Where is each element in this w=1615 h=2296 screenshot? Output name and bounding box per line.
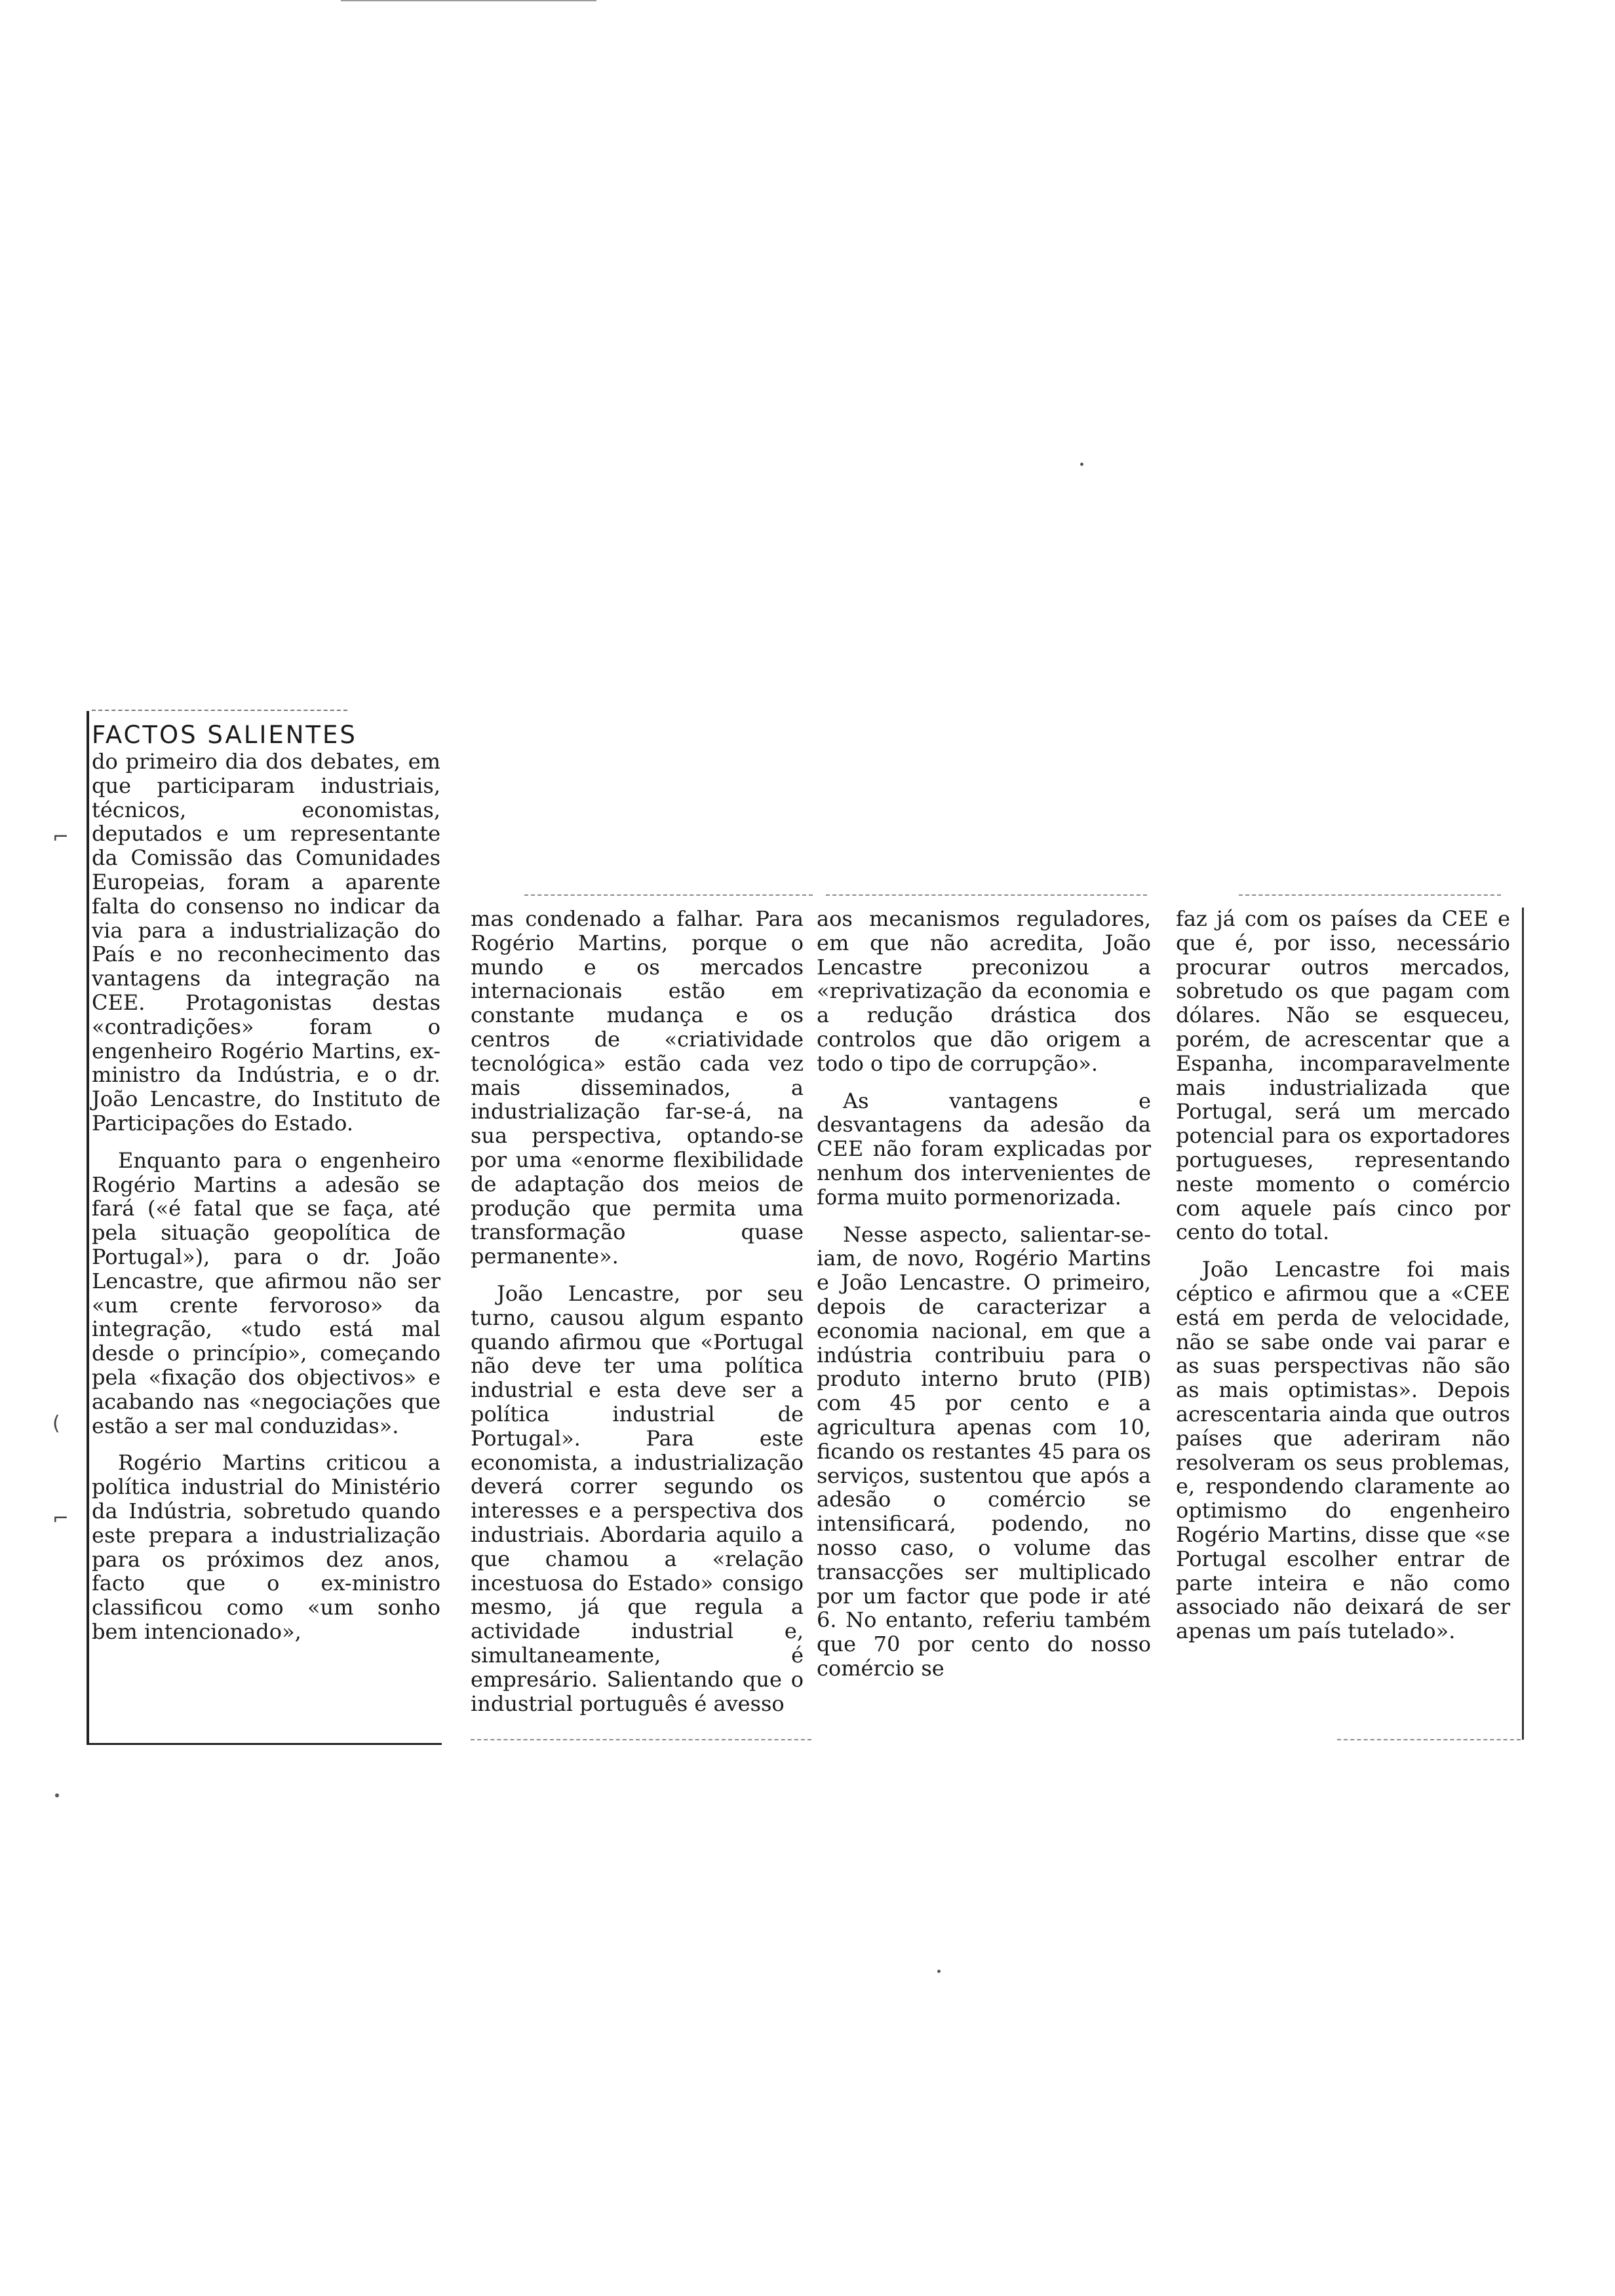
article-column-2 bbox=[471, 907, 804, 1729]
sidebar-heading: FACTOS SALIENTES bbox=[92, 721, 357, 749]
margin-mark: ⌐ bbox=[52, 826, 69, 849]
scan-speck bbox=[55, 1793, 59, 1797]
sidebar-paragraph: do primeiro dia dos debates, em que participaram industriais, técnicos, economistas, deputados e um representante da Comissão das Comunidades Europeias, foram a aparente falta do consenso no indicar da via para a industrialização do País e no reconhecimento das vantagens da integração na CEE. Protagonistas destas «contradições» foram o engenheiro Rogério Martins, ex-ministro da Indústria, e o dr. João Lencastre, do Instituto de Participações do Estado. bbox=[92, 749, 440, 1136]
scan-edge-line bbox=[341, 0, 596, 3]
article-paragraph: João Lencastre, por seu turno, causou algum espanto quando afirmou que «Portugal não deve ter uma política industrial e esta deve ser a política industrial de Portugal». Para este economista, a industrialização deverá correr segundo os interesses e a perspectiva dos industriais. Abordaria aquilo a que chamou a «relação incestuosa do Estado» consigo mesmo, já que regula a actividade industrial e, simultaneamente, é empresário. Salientando que o industrial português é avesso bbox=[471, 1280, 804, 1716]
margin-mark: ⌐ bbox=[52, 1507, 69, 1530]
column-top-rule bbox=[826, 894, 1147, 897]
article-paragraph: faz já com os países da CEE e que é, por isso, necessário procurar outros mercados, sobretudo os que pagam com dólares. Não se esqueceu, porém, de acrescentar que a Espanha, incomparavelmente mais industrializada que Portugal, será um mercado potencial para os exportadores portugueses, representando neste momento o comércio com aquele país cinco por cento do total. bbox=[1176, 906, 1510, 1245]
article-paragraph: aos mecanismos reguladores, em que não acredita, João Lencastre preconizou a «reprivatização da economia e a redução drástica dos controlos que dão origem a todo o tipo de corrupção». bbox=[817, 906, 1151, 1076]
margin-mark: ( bbox=[52, 1412, 60, 1435]
article-paragraph: João Lencastre foi mais céptico e afirmou que a «CEE está em perda de velocidade, não se sabe onde vai parar e as suas perspectivas não são as mais optimistas». Depois acrescentaria ainda que outros países que aderiram não resolveram os seus problemas, e, respondendo claramente ao optimismo do engenheiro Rogério Martins, disse que «se Portugal escolher entrar de parte inteira e não como associado não deixará de ser apenas um país tutelado». bbox=[1176, 1257, 1510, 1644]
article-column-4 bbox=[1176, 907, 1510, 1656]
article-paragraph: Nesse aspecto, salientar-se-iam, de novo, Rogério Martins e João Lencastre. O primeiro, depois de caracterizar a economia nacional, em que a indústria contribuiu para o produto interno bruto (PIB) com 45 por cento e a agricultura apenas com 10, ficando os restantes 45 para os serviços, sustentou que após a adesão o comércio se intensificará, podendo, no nosso caso, o volume das transacções ser multiplicado por um factor que pode ir até 6. No entanto, referiu também que 70 por cento do nosso comércio se bbox=[817, 1221, 1151, 1681]
article-paragraph: As vantagens e desvantagens da adesão da CEE não foram explicadas por nenhum dos intervenientes de forma muito pormenorizada. bbox=[817, 1088, 1151, 1210]
right-column-rule bbox=[1522, 908, 1524, 1740]
column-top-rule bbox=[1239, 894, 1501, 897]
scan-speck bbox=[937, 1970, 941, 1973]
column-bottom-rule bbox=[1337, 1739, 1521, 1742]
sidebar-paragraph: Rogério Martins criticou a política industrial do Ministério da Indústria, sobretudo quando este prepara a industrialização para os próximos dez anos, facto que o ex-ministro classificou como «um sonho bem intencionado», bbox=[92, 1450, 440, 1644]
article-paragraph: mas condenado a falhar. Para Rogério Martins, porque o mundo e os mercados internacionais estão em constante mudança e os centros de «criatividade tecnológica» estão cada vez mais disseminados, a industrialização far-se-á, na sua perspectiva, optando-se por uma «enorme flexibilidade de adaptação dos meios de produção que permita uma transformação quase permanente». bbox=[471, 906, 804, 1269]
sidebar-column bbox=[92, 750, 440, 1657]
column-top-rule bbox=[524, 894, 813, 897]
scan-speck bbox=[1080, 463, 1083, 466]
sidebar-paragraph: Enquanto para o engenheiro Rogério Martins a adesão se fará («é fatal que se faça, até pela situação geopolítica de Portugal»), para o dr. João Lencastre, que afirmou não ser «um crente fervoroso» da integração, «tudo está mal desde o princípio», começando pela «fixação dos objectivos» e acabando nas «negociações que estão a ser mal conduzidas». bbox=[92, 1147, 440, 1438]
article-column-3 bbox=[817, 907, 1151, 1694]
column-bottom-rule bbox=[471, 1739, 811, 1742]
